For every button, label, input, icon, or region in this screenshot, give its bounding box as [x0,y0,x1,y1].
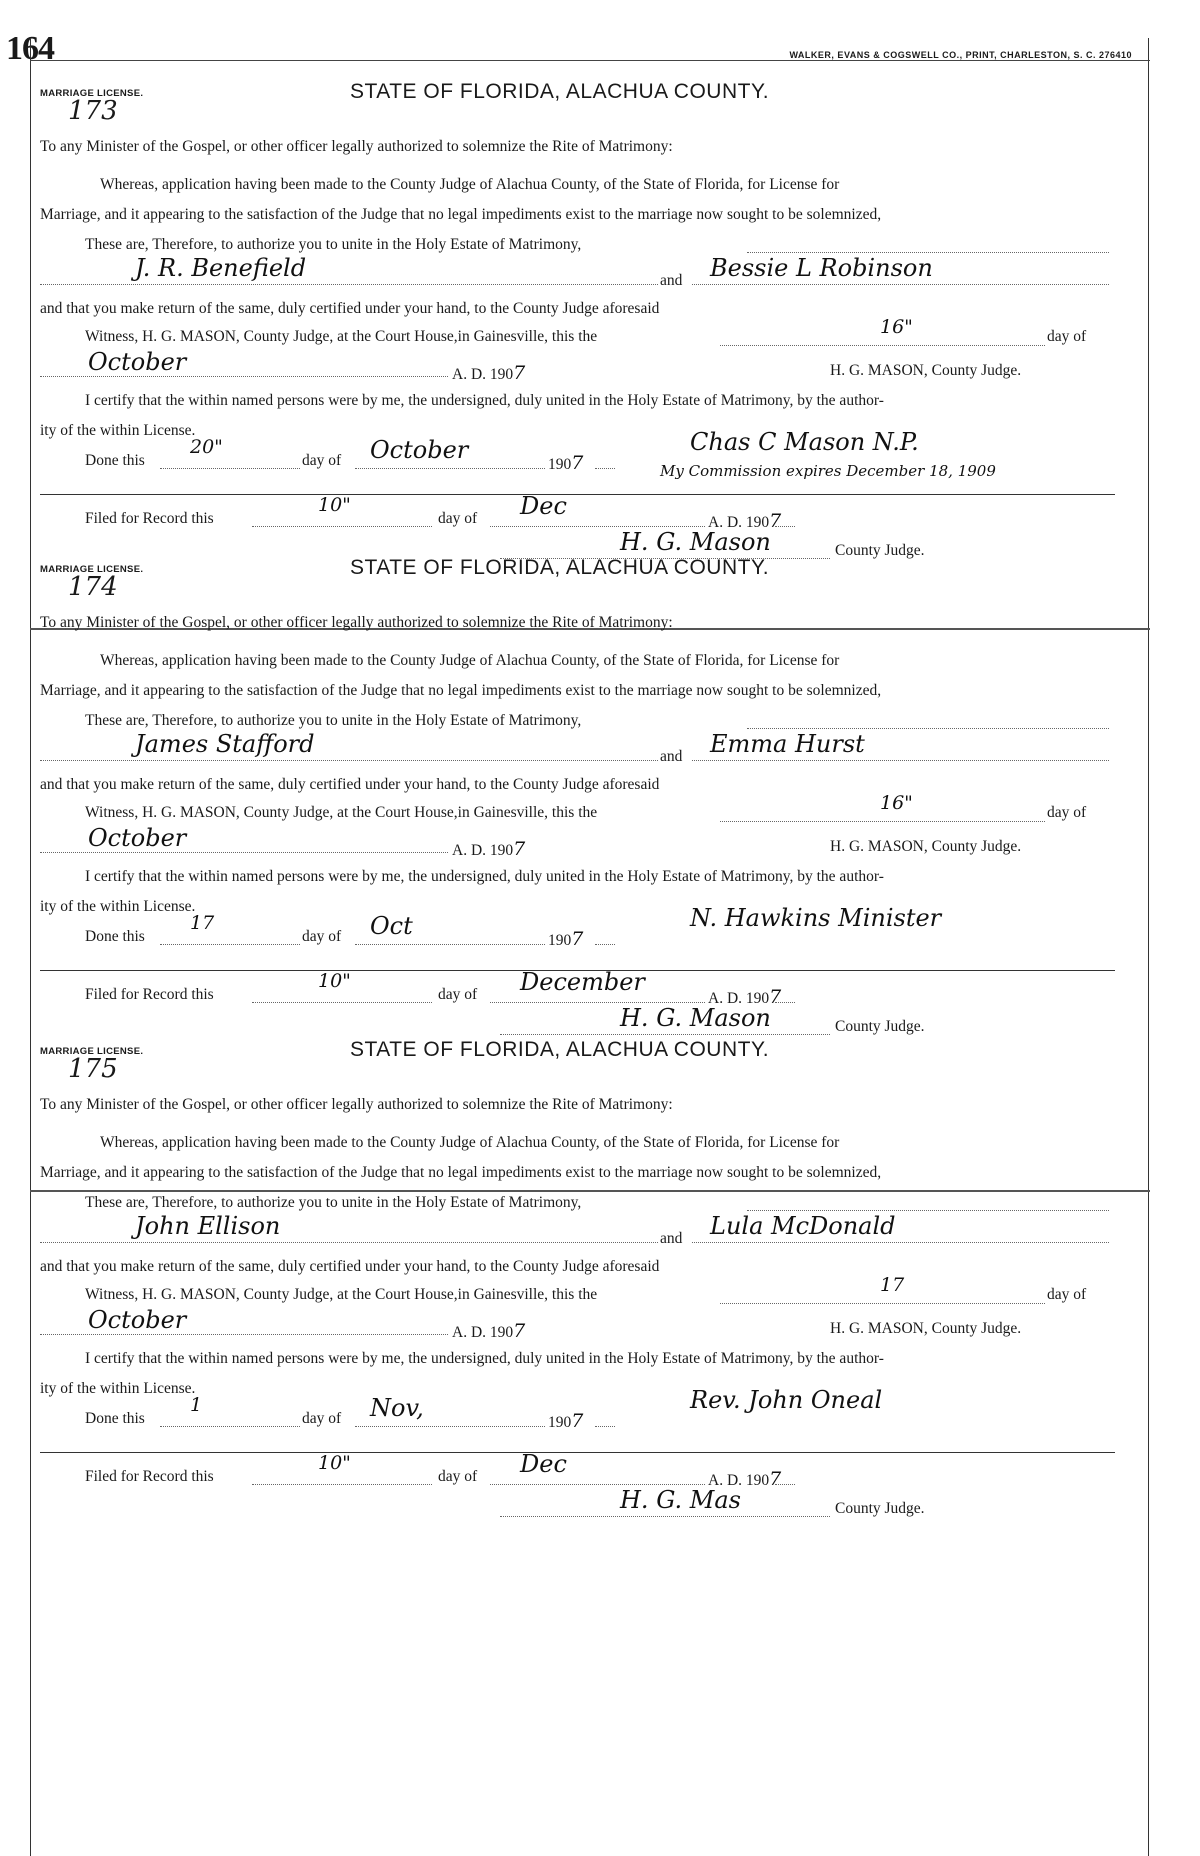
address-line: To any Minister of the Gospel, or other officer legally authorized to solemnize the Rite of Matrimony: [40,1096,673,1113]
license-state-title: STATE OF FLORIDA, ALACHUA COUNTY. [350,1038,770,1061]
filed-day: 10" [318,1452,351,1474]
license-state-title: STATE OF FLORIDA, ALACHUA COUNTY. [350,80,770,103]
done-month: October [370,436,469,464]
and-word: and [660,272,683,289]
judge-printed-signature: H. G. MASON, County Judge. [830,362,1022,379]
left-margin-rule [30,38,31,1856]
certify-line-2: ity of the within License. [40,422,196,439]
filed-day-of-label: day of [438,986,478,1003]
license-label: MARRIAGE LICENSE. [40,564,144,575]
officiant-note: My Commission expires December 18, 1909 [660,462,996,480]
make-return-line: and that you make return of the same, duly certified under your hand, to the County Judge aforesaid [40,776,660,793]
authorize-line: These are, Therefore, to authorize you to unite in the Holy Estate of Matrimony, [85,712,582,729]
dotted-rule [40,760,658,761]
dotted-rule [595,468,615,469]
authorize-line: These are, Therefore, to authorize you to unite in the Holy Estate of Matrimony, [85,236,582,253]
certify-line-2: ity of the within License. [40,898,196,915]
dotted-rule [40,1242,658,1243]
issue-ad: A. D. 1907 [452,1320,526,1342]
address-line: To any Minister of the Gospel, or other officer legally authorized to solemnize the Rite of Matrimony: [40,614,673,631]
filed-month: Dec [520,1450,567,1478]
filed-label: Filed for Record this [85,1468,214,1485]
filed-day-of-label: day of [438,510,478,527]
dotted-rule [775,526,795,527]
whereas-line-2: Marriage, and it appearing to the satisfaction of the Judge that no legal impediments exist to the marriage now sought to be solemnized, [40,682,882,699]
dotted-rule [40,284,658,285]
license-label: MARRIAGE LICENSE. [40,1046,144,1057]
make-return-line: and that you make return of the same, duly certified under your hand, to the County Judge aforesaid [40,300,660,317]
whereas-line-2: Marriage, and it appearing to the satisfaction of the Judge that no legal impediments exist to the marriage now sought to be solemnized, [40,1164,882,1181]
dotted-rule [500,1034,830,1035]
dotted-rule [720,1303,1045,1304]
dotted-rule [500,1516,830,1517]
dotted-rule [692,1242,1109,1243]
and-word: and [660,748,683,765]
county-judge-label: County Judge. [835,542,925,559]
dotted-rule [692,284,1109,285]
dotted-rule [252,1484,432,1485]
dotted-rule [490,1002,705,1003]
done-day-of-label: day of [302,1410,342,1427]
county-judge-signature: H. G. Mas [620,1486,741,1514]
filed-day: 10" [318,970,351,992]
certify-line-1: I certify that the within named persons were by me, the undersigned, duly united in the Holy Estate of Matrimony, by the author- [85,1350,884,1367]
judge-printed-signature: H. G. MASON, County Judge. [830,838,1022,855]
done-day: 17 [190,912,215,934]
done-day-of-label: day of [302,928,342,945]
dotted-rule [252,1002,432,1003]
day-of-label: day of [1047,328,1087,345]
dotted-rule [355,1426,545,1427]
dotted-rule [720,821,1045,822]
dotted-rule [355,468,545,469]
dotted-rule [252,526,432,527]
dotted-rule [775,1484,795,1485]
solid-rule [40,1452,1115,1453]
dotted-rule [355,944,545,945]
officiant-signature: Chas C Mason N.P. [690,428,919,456]
license-state-title: STATE OF FLORIDA, ALACHUA COUNTY. [350,556,770,579]
dotted-rule [40,852,448,853]
done-year: 1907 [548,452,584,474]
issue-ad: A. D. 1907 [452,362,526,384]
filed-month: Dec [520,492,567,520]
dotted-rule [40,376,448,377]
issue-month: October [88,348,187,376]
done-year: 1907 [548,928,584,950]
authorize-line: These are, Therefore, to authorize you to unite in the Holy Estate of Matrimony, [85,1194,582,1211]
witness-line: Witness, H. G. MASON, County Judge, at the Court House,in Gainesville, this the [85,1286,598,1303]
dotted-rule [160,468,300,469]
header-rule [30,60,1150,61]
page-number: 164 [6,30,54,67]
day-of-label: day of [1047,804,1087,821]
done-month: Nov, [370,1394,424,1422]
done-this-label: Done this [85,1410,145,1427]
witness-line: Witness, H. G. MASON, County Judge, at the Court House,in Gainesville, this the [85,804,598,821]
filed-month: December [520,968,645,996]
witness-line: Witness, H. G. MASON, County Judge, at the Court House,in Gainesville, this the [85,328,598,345]
license-label: MARRIAGE LICENSE. [40,88,144,99]
done-day: 20" [190,436,223,458]
issue-month: October [88,1306,187,1334]
make-return-line: and that you make return of the same, duly certified under your hand, to the County Judge aforesaid [40,1258,660,1275]
certify-line-1: I certify that the within named persons were by me, the undersigned, duly united in the Holy Estate of Matrimony, by the author- [85,868,884,885]
county-judge-signature: H. G. Mason [620,528,771,556]
officiant-signature: N. Hawkins Minister [690,904,942,932]
section-divider [30,1190,1150,1192]
right-margin-rule [1148,38,1149,1856]
and-word: and [660,1230,683,1247]
done-year: 1907 [548,1410,584,1432]
filed-day-of-label: day of [438,1468,478,1485]
judge-printed-signature: H. G. MASON, County Judge. [830,1320,1022,1337]
issue-day: 16" [880,316,913,338]
done-day: 1 [190,1394,203,1416]
whereas-line-1: Whereas, application having been made to the County Judge of Alachua County, of the State of Florida, for License for [100,652,840,669]
filed-label: Filed for Record this [85,510,214,527]
whereas-line-1: Whereas, application having been made to the County Judge of Alachua County, of the State of Florida, for License for [100,176,840,193]
county-judge-label: County Judge. [835,1018,925,1035]
license-number: 175 [68,1054,118,1084]
done-this-label: Done this [85,452,145,469]
issue-day: 16" [880,792,913,814]
printer-imprint: WALKER, EVANS & COGSWELL CO., PRINT, CHARLESTON, S. C. 276410 [789,50,1132,60]
bride-name: Lula McDonald [710,1212,896,1240]
groom-name: John Ellison [135,1212,281,1240]
filed-ad: A. D. 1907 [708,1468,782,1490]
dotted-rule [160,1426,300,1427]
issue-ad: A. D. 1907 [452,838,526,860]
done-day-of-label: day of [302,452,342,469]
done-month: Oct [370,912,413,940]
license-number: 173 [68,96,118,126]
filed-ad: A. D. 1907 [708,986,782,1008]
dotted-rule [490,1484,705,1485]
dotted-rule [595,944,615,945]
groom-name: James Stafford [135,730,315,758]
dotted-rule [747,728,1109,729]
dotted-rule [775,1002,795,1003]
filed-day: 10" [318,494,351,516]
license-number: 174 [68,572,118,602]
dotted-rule [160,944,300,945]
whereas-line-1: Whereas, application having been made to the County Judge of Alachua County, of the State of Florida, for License for [100,1134,840,1151]
dotted-rule [490,526,705,527]
whereas-line-2: Marriage, and it appearing to the satisfaction of the Judge that no legal impediments exist to the marriage now sought to be solemnized, [40,206,882,223]
dotted-rule [747,1210,1109,1211]
dotted-rule [595,1426,615,1427]
bride-name: Bessie L Robinson [710,254,933,282]
filed-label: Filed for Record this [85,986,214,1003]
dotted-rule [747,252,1109,253]
officiant-signature: Rev. John Oneal [690,1386,883,1414]
dotted-rule [40,1334,448,1335]
county-judge-signature: H. G. Mason [620,1004,771,1032]
groom-name: J. R. Benefield [135,254,307,282]
day-of-label: day of [1047,1286,1087,1303]
solid-rule [40,494,1115,495]
filed-ad: A. D. 1907 [708,510,782,532]
bride-name: Emma Hurst [710,730,865,758]
certify-line-1: I certify that the within named persons were by me, the undersigned, duly united in the Holy Estate of Matrimony, by the author- [85,392,884,409]
dotted-rule [720,345,1045,346]
done-this-label: Done this [85,928,145,945]
address-line: To any Minister of the Gospel, or other officer legally authorized to solemnize the Rite of Matrimony: [40,138,673,155]
certify-line-2: ity of the within License. [40,1380,196,1397]
issue-day: 17 [880,1274,905,1296]
dotted-rule [692,760,1109,761]
issue-month: October [88,824,187,852]
county-judge-label: County Judge. [835,1500,925,1517]
